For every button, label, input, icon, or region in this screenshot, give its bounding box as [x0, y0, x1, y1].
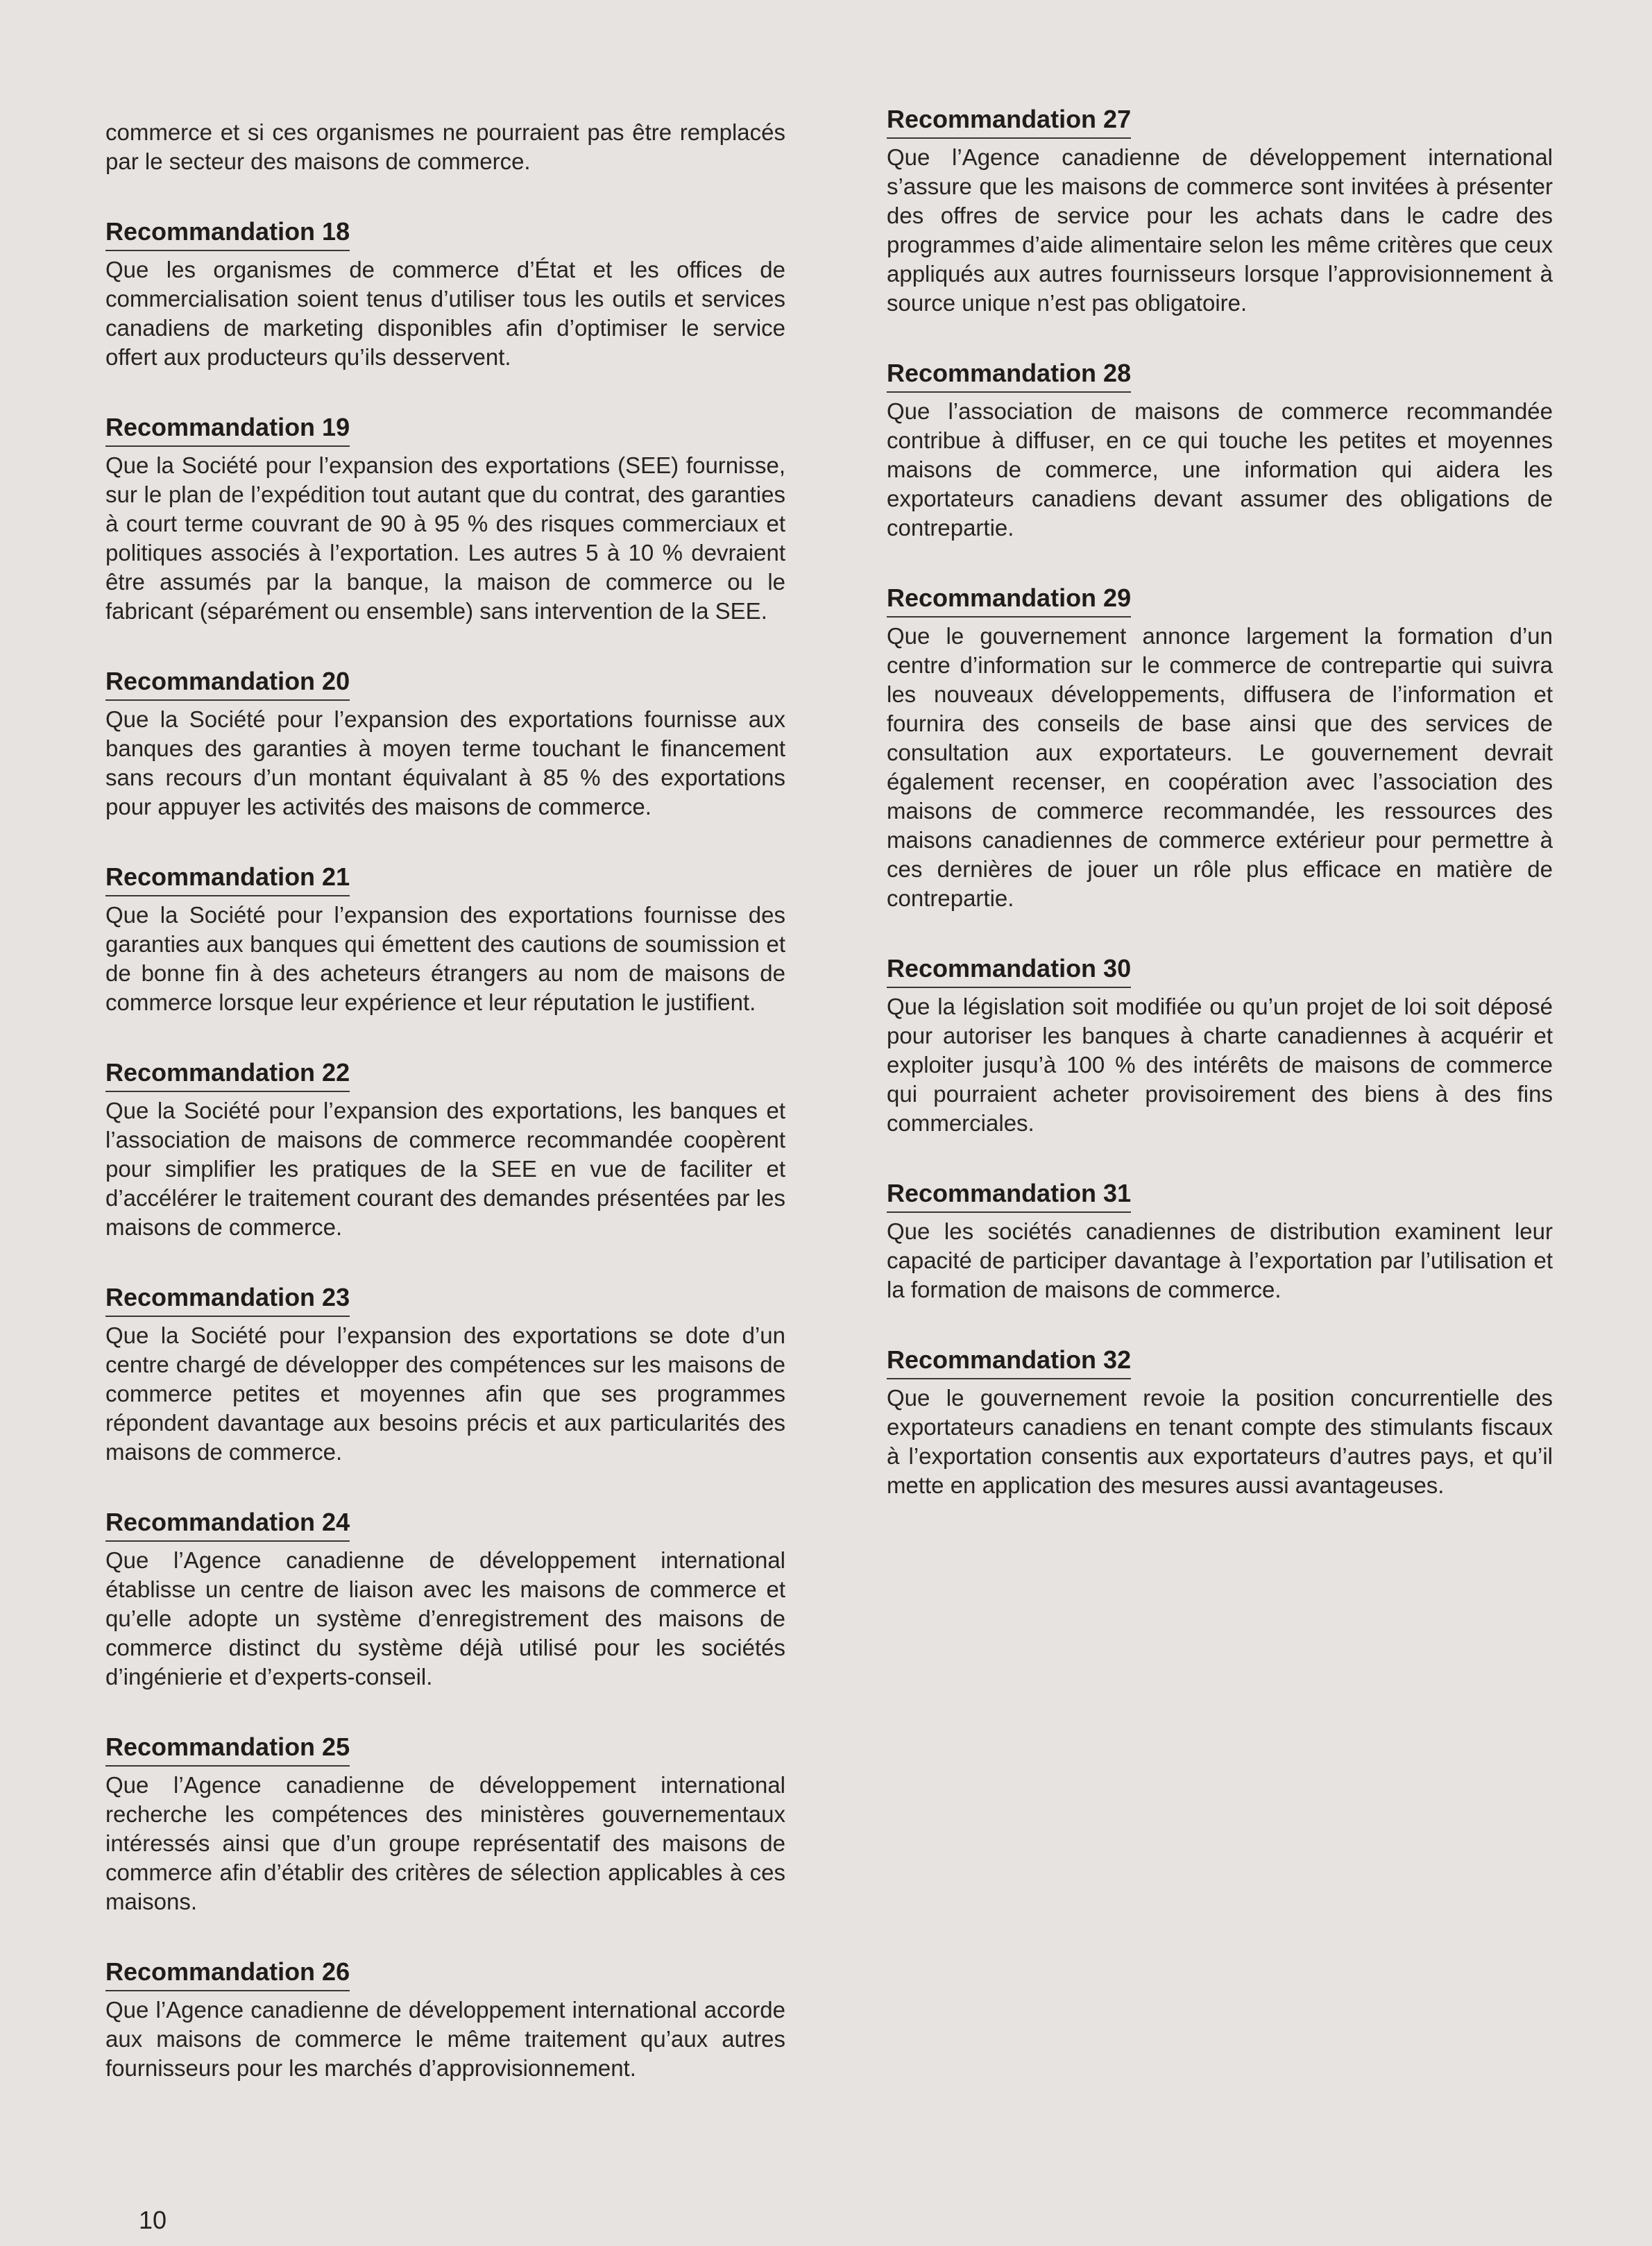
- recommendation-text: Que le gouvernement annonce largement la formation d’un centre d’information sur le commerce de contrepartie qui suivra les nouveaux développements, diffusera de l’information et fournira des conseils de base ainsi que des services de consultation aux exportateurs. Le gouvernement devrait également recenser, en coopération avec l’association des maisons de commerce recommandée, les ressources des maisons canadiennes de commerce extérieur pour permettre à ces dernières de jouer un rôle plus efficace en matière de contrepartie.: [887, 623, 1553, 911]
- recommendation-heading: Recommandation 20: [105, 666, 350, 701]
- recommendation-heading: Recommandation 18: [105, 216, 350, 251]
- recommendation-31: [887, 1178, 1553, 1304]
- recommendation-heading: Recommandation 30: [887, 953, 1131, 988]
- recommendation-text: Que l’Agence canadienne de développement international établisse un centre de liaison avec les maisons de commerce et qu’elle adopte un système d’enregistrement des maisons de commerce distinct du système déjà utilisé pour les sociétés d’ingénierie et d’experts-conseil.: [105, 1547, 785, 1690]
- recommendation-text: Que la Société pour l’expansion des exportations fournisse aux banques des garanties à moyen terme touchant le financement sans recours d’un montant équivalant à 85 % des exportations pour appuyer les activités des maisons de commerce.: [105, 706, 785, 819]
- recommendation-heading: Recommandation 27: [887, 104, 1131, 139]
- recommendation-25: [105, 1732, 785, 1916]
- recommendation-heading: Recommandation 29: [887, 583, 1131, 618]
- left-column: [105, 118, 785, 2083]
- recommendation-text: Que l’Agence canadienne de développement international s’assure que les maisons de commerce sont invitées à présenter des offres de service pour les achats dans le cadre des programmes d’aide alimentaire selon les même critères que ceux appliqués aux autres fournisseurs lorsque l’approvisionnement à source unique n’est pas obligatoire.: [887, 144, 1553, 316]
- recommendation-heading: Recommandation 22: [105, 1057, 350, 1092]
- recommendation-heading: Recommandation 26: [105, 1957, 350, 1991]
- recommendation-text: Que l’Agence canadienne de développement international accorde aux maisons de commerce le même traitement qu’aux autres fournisseurs pour les marchés d’approvisionnement.: [105, 1997, 785, 2081]
- page-number: 10: [139, 2206, 167, 2234]
- recommendation-18: [105, 216, 785, 372]
- recommendation-19: [105, 412, 785, 626]
- recommendation-24: [105, 1507, 785, 1692]
- recommendation-32: [887, 1345, 1553, 1500]
- recommendation-28: [887, 358, 1553, 543]
- recommendation-heading: Recommandation 19: [105, 412, 350, 447]
- recommendation-heading: Recommandation 31: [887, 1178, 1131, 1213]
- recommendation-heading: Recommandation 28: [887, 358, 1131, 393]
- recommendation-text: Que le gouvernement revoie la position concurrentielle des exportateurs canadiens en tenant compte des stimulants fiscaux à l’exportation consentis aux exportateurs d’autres pays, et qu’il mette en application des mesures aussi avantageuses.: [887, 1385, 1553, 1498]
- recommendation-text: Que la Société pour l’expansion des exportations fournisse des garanties aux banques qui émettent des cautions de soumission et de bonne fin à des acheteurs étrangers au nom de maisons de commerce lorsque leur expérience et leur réputation le justifient.: [105, 902, 785, 1015]
- recommendation-text: Que l’Agence canadienne de développement international recherche les compétences des ministères gouvernementaux intéressés ainsi que d’un groupe représentatif des maisons de commerce afin d’établir des critères de sélection applicables à ces maisons.: [105, 1772, 785, 1914]
- recommendation-30: [887, 953, 1553, 1138]
- recommendation-20: [105, 666, 785, 822]
- recommendation-text: Que la législation soit modifiée ou qu’un projet de loi soit déposé pour autoriser les banques à charte canadiennes à acquérir et exploiter jusqu’à 100 % des intérêts de maisons de commerce qui pourraient acheter provisoirement des biens à des fins commerciales.: [887, 994, 1553, 1136]
- intro-paragraph: commerce et si ces organismes ne pourraient pas être remplacés par le secteur des maisons de commerce.: [105, 119, 785, 174]
- recommendation-heading: Recommandation 32: [887, 1345, 1131, 1379]
- recommendation-heading: Recommandation 21: [105, 862, 350, 896]
- recommendation-heading: Recommandation 24: [105, 1507, 350, 1542]
- recommendation-text: Que les organismes de commerce d’État et les offices de commercialisation soient tenus d’utiliser tous les outils et services canadiens de marketing disponibles afin d’optimiser le service offert aux producteurs qu’ils desservent.: [105, 257, 785, 370]
- recommendation-23: [105, 1282, 785, 1467]
- recommendation-heading: Recommandation 25: [105, 1732, 350, 1767]
- recommendation-text: Que les sociétés canadiennes de distribution examinent leur capacité de participer davantage à l’exportation par l’utilisation et la formation de maisons de commerce.: [887, 1218, 1553, 1302]
- recommendation-22: [105, 1057, 785, 1242]
- recommendation-29: [887, 583, 1553, 913]
- recommendation-21: [105, 862, 785, 1017]
- recommendation-26: [105, 1957, 785, 2083]
- recommendation-text: Que l’association de maisons de commerce recommandée contribue à diffuser, en ce qui touche les petites et moyennes maisons de commerce, une information qui aidera les exportateurs canadiens devant assumer des obligations de contrepartie.: [887, 398, 1553, 541]
- recommendation-text: Que la Société pour l’expansion des exportations (SEE) fournisse, sur le plan de l’expédition tout autant que du contrat, des garanties à court terme couvrant de 90 à 95 % des risques commerciaux et politiques associés à l’exportation. Les autres 5 à 10 % devraient être assumés par la banque, la maison de commerce ou le fabricant (séparément ou ensemble) sans intervention de la SEE.: [105, 452, 785, 624]
- recommendation-text: Que la Société pour l’expansion des exportations, les banques et l’association de maisons de commerce recommandée coopèrent pour simplifier les pratiques de la SEE en vue de faciliter et d’accélérer le traitement courant des demandes présentées par les maisons de commerce.: [105, 1098, 785, 1240]
- right-column: [887, 104, 1553, 1500]
- recommendation-heading: Recommandation 23: [105, 1282, 350, 1317]
- recommendation-27: [887, 104, 1553, 318]
- recommendation-text: Que la Société pour l’expansion des exportations se dote d’un centre chargé de développer des compétences sur les maisons de commerce petites et moyennes afin que ses programmes répondent davantage aux besoins précis et aux particularités des maisons de commerce.: [105, 1322, 785, 1465]
